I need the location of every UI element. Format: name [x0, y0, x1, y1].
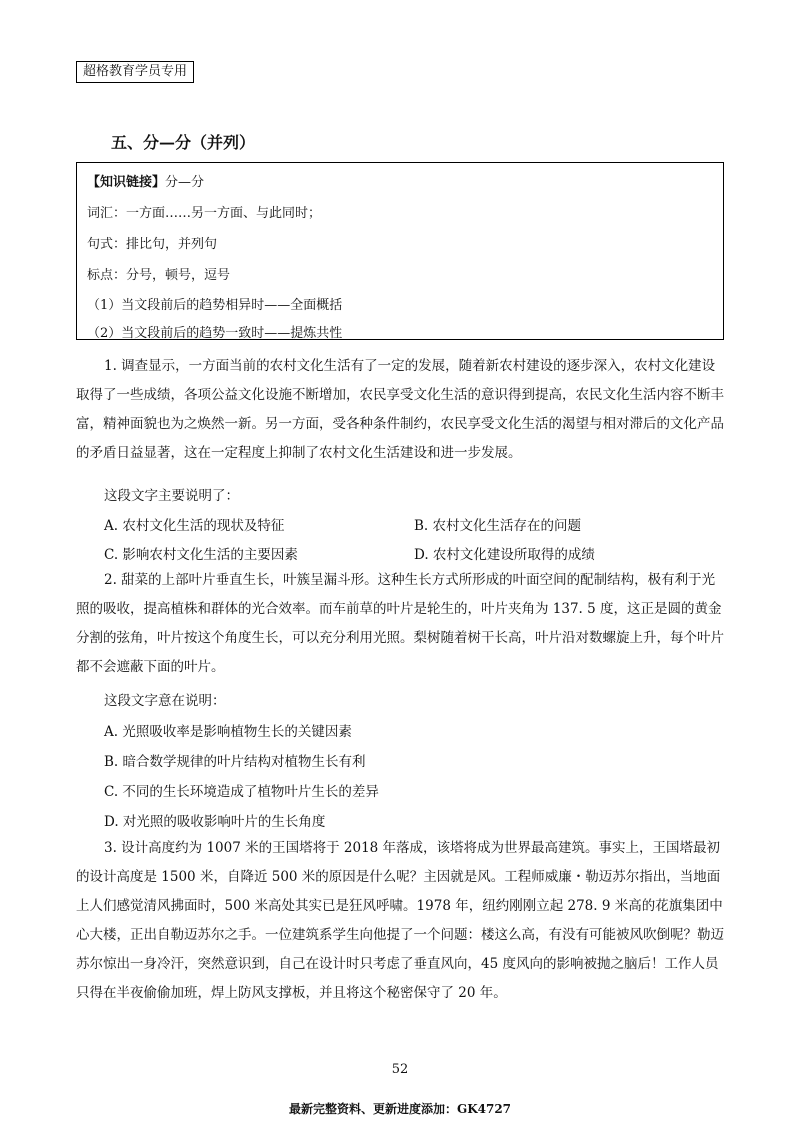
question-2-option-b: B. 暗合数学规律的叶片结构对植物生长有利 — [104, 754, 366, 770]
knowledge-line-rule2: （2）当文段前后的趋势一致时——提炼共性 — [87, 326, 343, 341]
question-3-text: 3. 设计高度约为 1007 米的王国塔将于 2018 年落成，该塔将成为世界最高建筑。事实上，王国塔最初的设计高度是 1500 米，自降近 500 米的原因是什么呢？主因就是风。工程师威廉・勒迈苏尔指出，当地面上人们感觉清风拂面时，500 米高处其实已是狂风呼啸。1978 年，纽约刚刚立起 278. 9 米高的花旗集团中心大楼，正出自勒迈苏尔之手。一位建筑系学生向他提了一个问题：楼这么高，有没有可能被风吹倒呢？勒迈苏尔惊出一身冷汗，突然意识到，自己在设计时只考虑了垂直风向，45 度风向的影响被抛之脑后！工作人员只得在半夜偷偷加班，焊上防风支撑板，并且将这个秘密保守了 20 年。 — [76, 840, 724, 1001]
knowledge-line-sentence: 句式：排比句，并列句 — [87, 237, 218, 252]
knowledge-line-vocab: 词汇：一方面……另一方面、与此同时； — [87, 206, 322, 221]
question-1-option-c: C. 影响农村文化生活的主要因素 — [104, 547, 298, 563]
question-2-option-c: C. 不同的生长环境造成了植物叶片生长的差异 — [104, 784, 379, 800]
knowledge-line-rule1: （1）当文段前后的趋势相异时——全面概括 — [87, 298, 343, 313]
question-1-option-d: D. 农村文化建设所取得的成绩 — [414, 547, 595, 563]
knowledge-heading: 【知识链接】 — [87, 175, 166, 190]
question-2-option-d: D. 对光照的吸收影响叶片的生长角度 — [104, 814, 326, 830]
page-number: 52 — [391, 1062, 409, 1077]
knowledge-heading-line — [87, 171, 204, 190]
question-2-text: 2. 甜菜的上部叶片垂直生长，叶簇呈漏斗形。这种生长方式所形成的叶面空间的配制结构，极有利于光照的吸收，提高植株和群体的光合效率。而车前草的叶片是轮生的，叶片夹角为 137. 5 度，这正是圆的黄金分割的弦角，叶片按这个角度生长，可以充分利用光照。梨树随着树干长高，叶片沿对数螺旋上升，每个叶片都不会遮蔽下面的叶片。 — [76, 572, 724, 675]
footer-note: 最新完整资料、更新进度添加：GK4727 — [288, 1102, 512, 1116]
question-1-text: 1. 调查显示，一方面当前的农村文化生活有了一定的发展，随着新农村建设的逐步深入，农村文化建设取得了一些成绩，各项公益文化设施不断增加，农民享受文化生活的意识得到提高，农民文化生活内容不断丰富，精神面貌也为之焕然一新。另一方面，受各种条件制约，农民享受文化生活的渴望与相对滞后的文化产品的矛盾日益显著，这在一定程度上抑制了农村文化生活建设和进一步发展。 — [76, 358, 724, 461]
section-title: 五、分—分（并列） — [111, 133, 256, 152]
header-stamp: 超格教育学员专用 — [76, 61, 194, 83]
question-1-option-a: A. 农村文化生活的现状及特征 — [104, 518, 285, 534]
question-2-prompt: 这段文字意在说明： — [104, 693, 226, 709]
question-1-option-b: B. 农村文化生活存在的问题 — [414, 518, 582, 534]
question-2-option-a: A. 光照吸收率是影响植物生长的关键因素 — [104, 724, 352, 740]
knowledge-box — [76, 162, 724, 340]
knowledge-line-punct: 标点：分号，顿号，逗号 — [87, 268, 231, 283]
knowledge-heading-rest: 分—分 — [165, 175, 205, 190]
question-1-prompt: 这段文字主要说明了： — [104, 488, 239, 504]
